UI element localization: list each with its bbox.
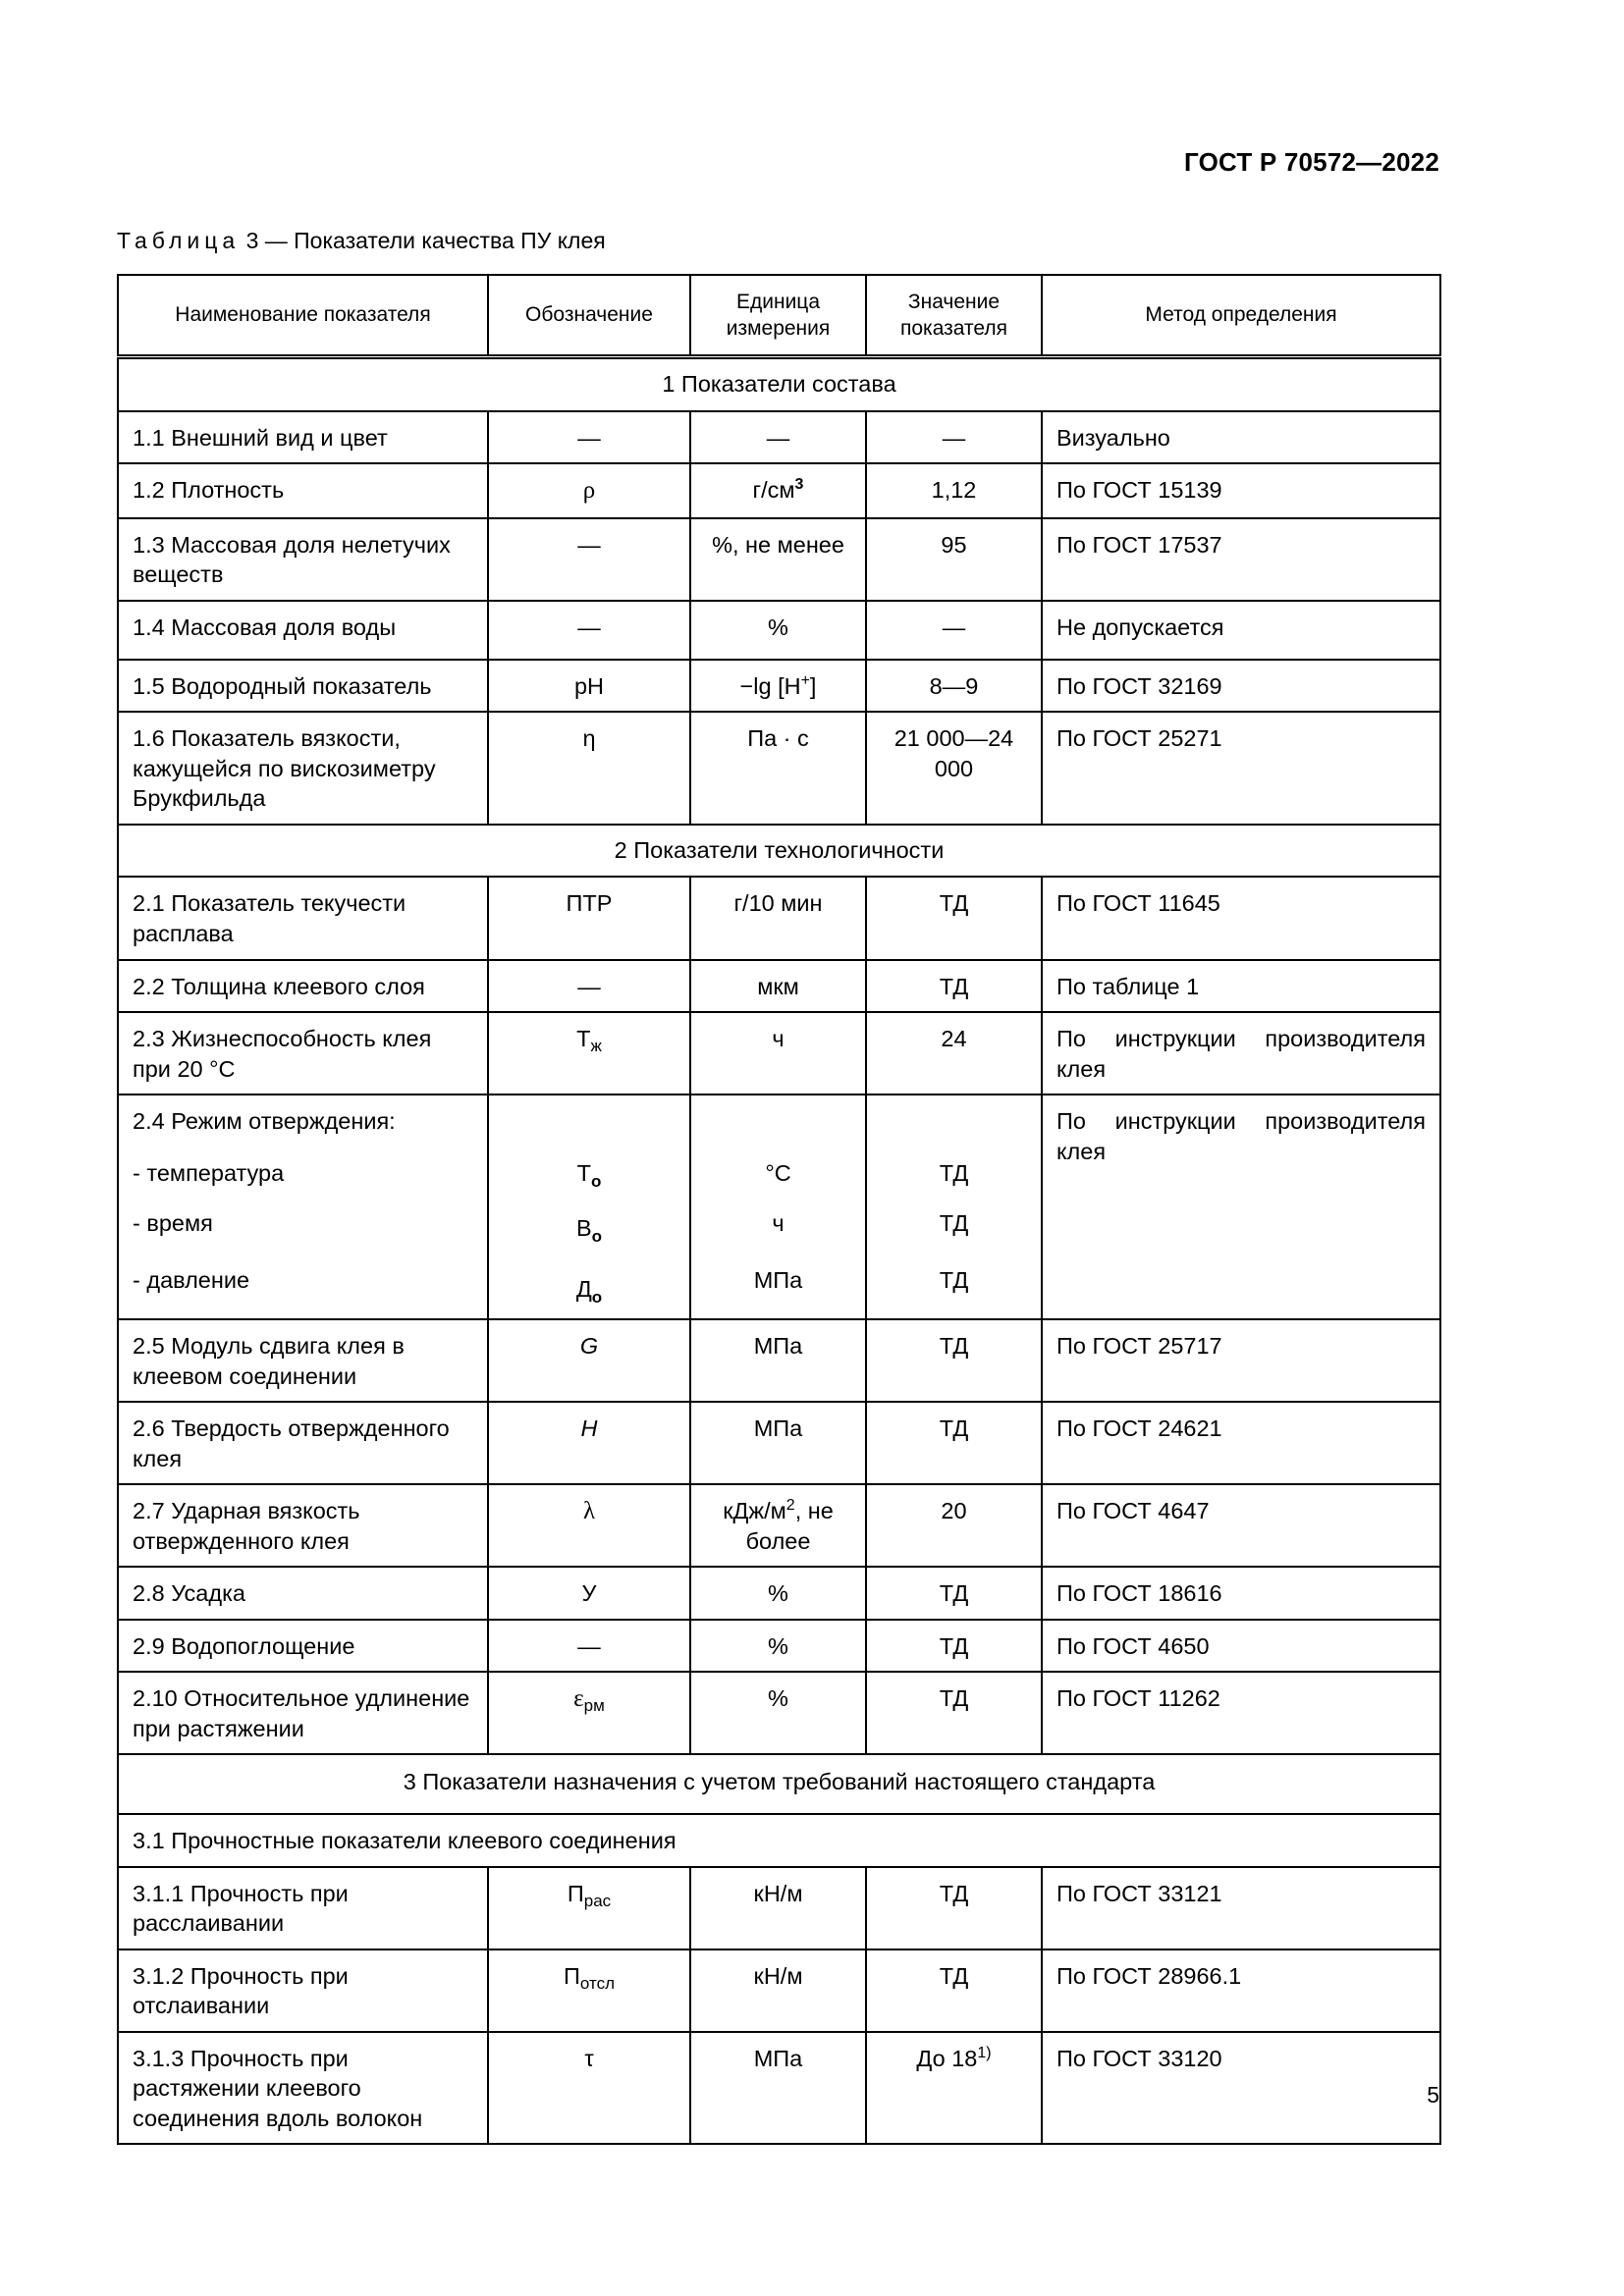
row-method: По ГОСТ 33120 [1042,2032,1440,2145]
row-method: По ГОСТ 28966.1 [1042,1949,1440,2032]
curing-item-pressure: - давление [133,1266,250,1293]
section-row [118,825,1440,878]
column-header-symbol: Обозначение [488,275,690,357]
table-row [118,1567,1440,1620]
row-name: 2.10 Относительное удлинение при растяжении [118,1672,488,1754]
row-name: 3.1.3 Прочность при растяжении клеевого соединения вдоль волокон [118,2032,488,2145]
row-symbol: — [488,518,690,601]
row-method: По таблице 1 [1042,960,1440,1013]
row-symbol: G [488,1319,690,1402]
row-name: 3.1.2 Прочность при отслаивании [118,1949,488,2032]
row-value: ТД ТД ТД [866,1095,1042,1319]
footnote-mark: 1) [977,2044,992,2061]
section-title: 3 Показатели назначения с учетом требований настоящего стандарта [118,1754,1440,1814]
column-header-method: Метод определения [1042,275,1440,357]
row-symbol: $Т_о$ $В_о$ $Д_о$ [488,1095,690,1319]
row-unit: кДж/$м^2$, не более [690,1484,866,1567]
row-unit: Па · с [690,712,866,825]
row-name: 1.6 Показатель вязкости, кажущейся по вискозиметру Брукфильда [118,712,488,825]
row-value: ТД [866,1867,1042,1949]
table-row [118,411,1440,464]
row-method: По ГОСТ 33121 [1042,1867,1440,1949]
row-name [118,1095,488,1319]
row-value: — [866,411,1042,464]
table-row [118,518,1440,601]
row-name: 1.5 Водородный показатель [118,660,488,713]
row-value: ТД [866,1949,1042,2032]
row-method: По ГОСТ 4650 [1042,1620,1440,1673]
row-method: По ГОСТ 11262 [1042,1672,1440,1754]
row-unit: кН/м [690,1949,866,2032]
table-row [118,1949,1440,2032]
column-header-unit: Единица измерения [690,275,866,357]
column-header-value: Значение показателя [866,275,1042,357]
row-value: 24 [866,1012,1042,1095]
row-method: По ГОСТ 25271 [1042,712,1440,825]
row-method: По ГОСТ 17537 [1042,518,1440,601]
row-unit: % [690,1620,866,1673]
row-name: 1.2 Плотность [118,463,488,518]
row-value: ТД [866,1319,1042,1402]
table-row [118,712,1440,825]
column-header-name: Наименование показателя [118,275,488,357]
curing-item-temperature: - температура [133,1159,285,1186]
row-symbol: H [488,1402,690,1484]
row-method: По ГОСТ 24621 [1042,1402,1440,1484]
table-row [118,1867,1440,1949]
row-unit: МПа [690,1319,866,1402]
row-method: По ГОСТ 32169 [1042,660,1440,713]
table-row [118,1620,1440,1673]
row-symbol: τ [488,2032,690,2145]
row-method: Визуально [1042,411,1440,464]
table-caption [117,228,606,254]
row-value: ТД [866,960,1042,1013]
row-value: — [866,601,1042,660]
row-name: 2.7 Ударная вязкость отвержденного клея [118,1484,488,1567]
table-caption-text: 3 — Показатели качества ПУ клея [240,228,606,253]
row-symbol: $\varepsilon_{рм}$ [488,1672,690,1754]
row-symbol: λ [488,1484,690,1567]
row-symbol: $П_{отсл}$ [488,1949,690,2032]
row-unit: г/10 мин [690,877,866,959]
row-value: До 18$^{1)}$ [866,2032,1042,2145]
row-name: 2.6 Твердость отвержденного клея [118,1402,488,1484]
row-value: 21 000—24 000 [866,712,1042,825]
row-unit: МПа [690,2032,866,2145]
row-name: 2.9 Водопоглощение [118,1620,488,1673]
subsection-title: 3.1 Прочностные показатели клеевого соединения [118,1814,1440,1867]
row-unit: −lg [H+] [690,660,866,713]
row-name: 2.2 Толщина клеевого слоя [118,960,488,1013]
row-unit: % [690,1672,866,1754]
row-symbol: — [488,411,690,464]
row-value: ТД [866,1620,1042,1673]
row-symbol: ρ [488,463,690,518]
quality-indicators-table [117,274,1441,2145]
table-row [118,1814,1440,1867]
table-caption-prefix: Таблица [117,228,241,253]
table-row [118,1402,1440,1484]
table-row [118,1095,1440,1319]
row-unit: ч [690,1012,866,1095]
row-value: 8—9 [866,660,1042,713]
row-symbol: — [488,601,690,660]
row-value: 1,12 [866,463,1042,518]
curing-item-time: - время [133,1210,213,1237]
row-method: По ГОСТ 25717 [1042,1319,1440,1402]
standard-id: ГОСТ Р 70572—2022 [1184,147,1439,177]
row-unit: $г/см^3$ [690,463,866,518]
row-method: По инструкции производителя клея [1042,1012,1440,1095]
row-symbol: $Т_ж$ [488,1012,690,1095]
row-method: По инструкции производителя клея [1042,1095,1440,1319]
table-row [118,660,1440,713]
row-name: 3.1.1 Прочность при расслаивании [118,1867,488,1949]
section-title: 1 Показатели состава [118,357,1440,411]
curing-mode-title: 2.4 Режим отверждения: [133,1108,396,1135]
row-unit: % [690,601,866,660]
row-value: ТД [866,1567,1042,1620]
table-row [118,1319,1440,1402]
row-unit: %, не менее [690,518,866,601]
row-value: 20 [866,1484,1042,1567]
row-value: 95 [866,518,1042,601]
table-row [118,1484,1440,1567]
table-row [118,1012,1440,1095]
row-method: По ГОСТ 18616 [1042,1567,1440,1620]
row-unit: % [690,1567,866,1620]
row-unit: МПа [690,1402,866,1484]
table-row [118,1672,1440,1754]
row-unit: мкм [690,960,866,1013]
row-symbol: — [488,960,690,1013]
row-value: ТД [866,1402,1042,1484]
row-method: Не допускается [1042,601,1440,660]
row-name: 1.3 Массовая доля нелетучих веществ [118,518,488,601]
row-method: По ГОСТ 11645 [1042,877,1440,959]
row-symbol: ПТР [488,877,690,959]
row-symbol: η [488,712,690,825]
row-method: По ГОСТ 4647 [1042,1484,1440,1567]
row-symbol: У [488,1567,690,1620]
row-name: 2.5 Модуль сдвига клея в клеевом соединении [118,1319,488,1402]
row-value: ТД [866,1672,1042,1754]
row-value: ТД [866,877,1042,959]
table-header-row [118,275,1440,357]
row-symbol: pH [488,660,690,713]
section-title: 2 Показатели технологичности [118,825,1440,878]
row-name: 2.8 Усадка [118,1567,488,1620]
row-name: 2.3 Жизнеспособность клея при 20 °С [118,1012,488,1095]
row-name: 1.4 Массовая доля воды [118,601,488,660]
table-row [118,877,1440,959]
section-row [118,1754,1440,1814]
row-name: 1.1 Внешний вид и цвет [118,411,488,464]
table-row [118,601,1440,660]
row-symbol: $П_{рас}$ [488,1867,690,1949]
row-unit: °С ч МПа [690,1095,866,1319]
page-number: 5 [1427,2082,1439,2108]
row-method: По ГОСТ 15139 [1042,463,1440,518]
table-row [118,2032,1440,2145]
row-unit: — [690,411,866,464]
row-unit: кН/м [690,1867,866,1949]
table-row [118,463,1440,518]
table-row [118,960,1440,1013]
section-row [118,357,1440,411]
row-symbol: — [488,1620,690,1673]
row-name: 2.1 Показатель текучести расплава [118,877,488,959]
